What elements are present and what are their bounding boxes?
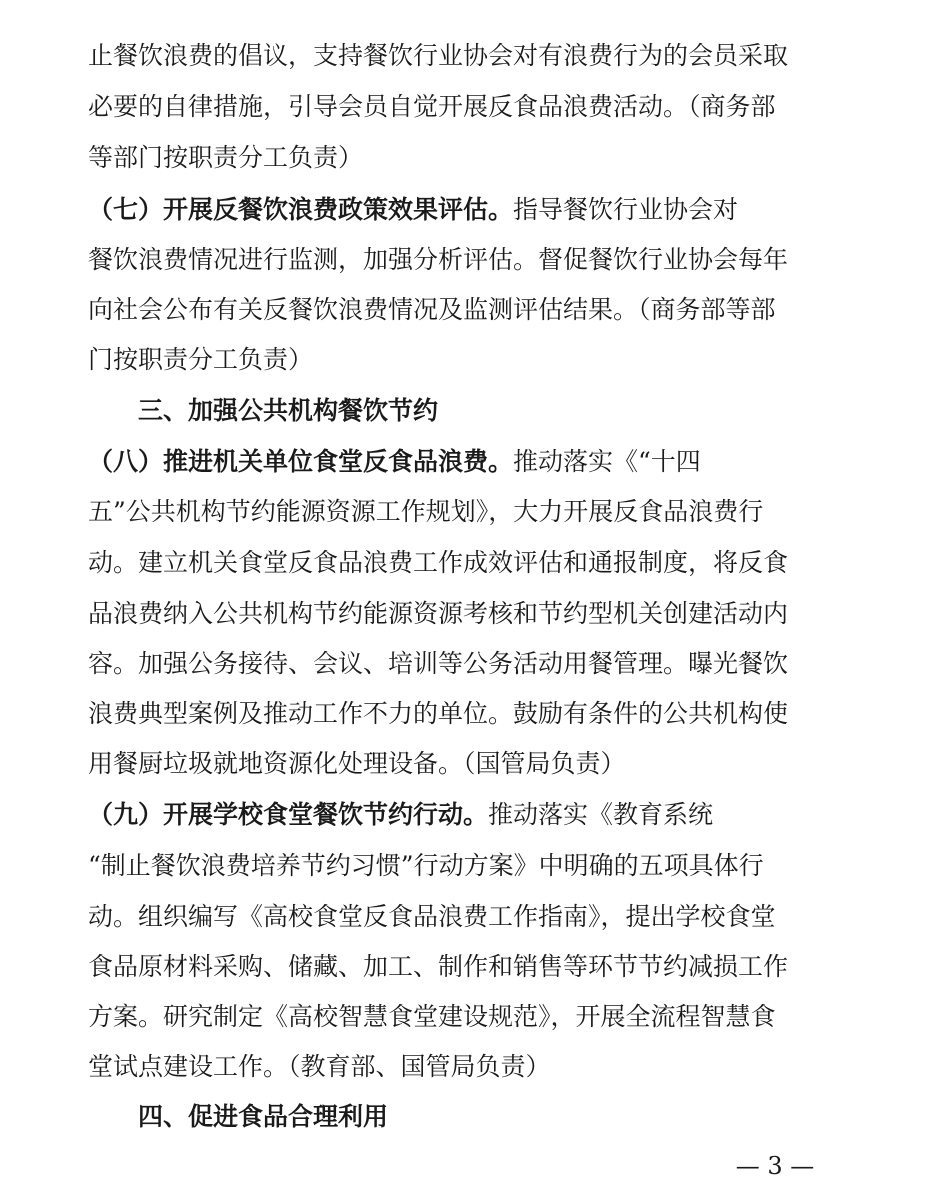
line-text: 推动落实《“十四 bbox=[513, 447, 701, 476]
paragraph-first-line bbox=[88, 797, 828, 833]
body-line bbox=[88, 242, 828, 278]
paragraph-lead-title: （七）开展反餐饮浪费政策效果评估。 bbox=[88, 195, 514, 224]
body-line bbox=[88, 342, 828, 378]
paragraph-first-line bbox=[88, 192, 828, 228]
body-line bbox=[88, 1049, 828, 1085]
body-line bbox=[88, 646, 828, 682]
line-text: 门按职责分工负责） bbox=[88, 345, 314, 374]
line-text: 方案。研究制定《高校智慧食堂建设规范》，开展全流程智慧食 bbox=[88, 1002, 776, 1031]
paragraph-lead-title: （八）推进机关单位食堂反食品浪费。 bbox=[88, 447, 514, 476]
line-text: 食品原材料采购、储藏、加工、制作和销售等环节节约减损工作 bbox=[88, 952, 789, 981]
line-text: 等部门按职责分工负责） bbox=[88, 143, 364, 172]
line-text: 向社会公布有关反餐饮浪费情况及监测评估结果。（商务部等部 bbox=[88, 295, 776, 324]
line-text: 动。组织编写《高校食堂反食品浪费工作指南》，提出学校食堂 bbox=[88, 902, 776, 931]
body-line bbox=[88, 596, 828, 632]
body-line bbox=[88, 949, 828, 985]
line-text: 指导餐饮行业协会对 bbox=[513, 195, 739, 224]
body-line bbox=[88, 89, 828, 125]
body-line bbox=[88, 545, 828, 581]
line-text: 推动落实《教育系统 bbox=[488, 800, 714, 829]
line-text: 止餐饮浪费的倡议，支持餐饮行业协会对有浪费行为的会员采取 bbox=[88, 41, 789, 70]
line-text: 动。建立机关食堂反食品浪费工作成效评估和通报制度，将反食 bbox=[88, 548, 789, 577]
line-text: 堂试点建设工作。（教育部、国管局负责） bbox=[88, 1052, 551, 1081]
section-heading: 三、加强公共机构餐饮节约 bbox=[138, 396, 439, 425]
line-text: 餐饮浪费情况进行监测，加强分析评估。督促餐饮行业协会每年 bbox=[88, 245, 789, 274]
line-text: 必要的自律措施，引导会员自觉开展反食品浪费活动。（商务部 bbox=[88, 92, 776, 121]
line-text: 五”公共机构节约能源资源工作规划》，大力开展反食品浪费行 bbox=[88, 497, 764, 526]
body-line bbox=[88, 38, 828, 74]
page-number: — 3 — bbox=[735, 1152, 815, 1180]
paragraph-first-line bbox=[88, 444, 828, 480]
body-line bbox=[88, 494, 828, 530]
body-line bbox=[88, 696, 828, 732]
body-line bbox=[88, 140, 828, 176]
line-text: 用餐厨垃圾就地资源化处理设备。（国管局负责） bbox=[88, 749, 626, 778]
line-text: 品浪费纳入公共机构节约能源资源考核和节约型机关创建活动内 bbox=[88, 599, 789, 628]
body-line bbox=[88, 899, 828, 935]
body-line bbox=[88, 746, 828, 782]
line-text: 浪费典型案例及推动工作不力的单位。鼓励有条件的公共机构使 bbox=[88, 699, 789, 728]
line-text: 容。加强公务接待、会议、培训等公务活动用餐管理。曝光餐饮 bbox=[88, 649, 789, 678]
paragraph-lead-title: （九）开展学校食堂餐饮节约行动。 bbox=[88, 800, 489, 829]
body-line bbox=[88, 292, 828, 328]
section-heading: 四、促进食品合理利用 bbox=[138, 1102, 389, 1131]
line-text: “制止餐饮浪费培养节约习惯”行动方案》中明确的五项具体行 bbox=[88, 851, 764, 880]
body-line bbox=[88, 999, 828, 1035]
body-line bbox=[88, 848, 828, 884]
